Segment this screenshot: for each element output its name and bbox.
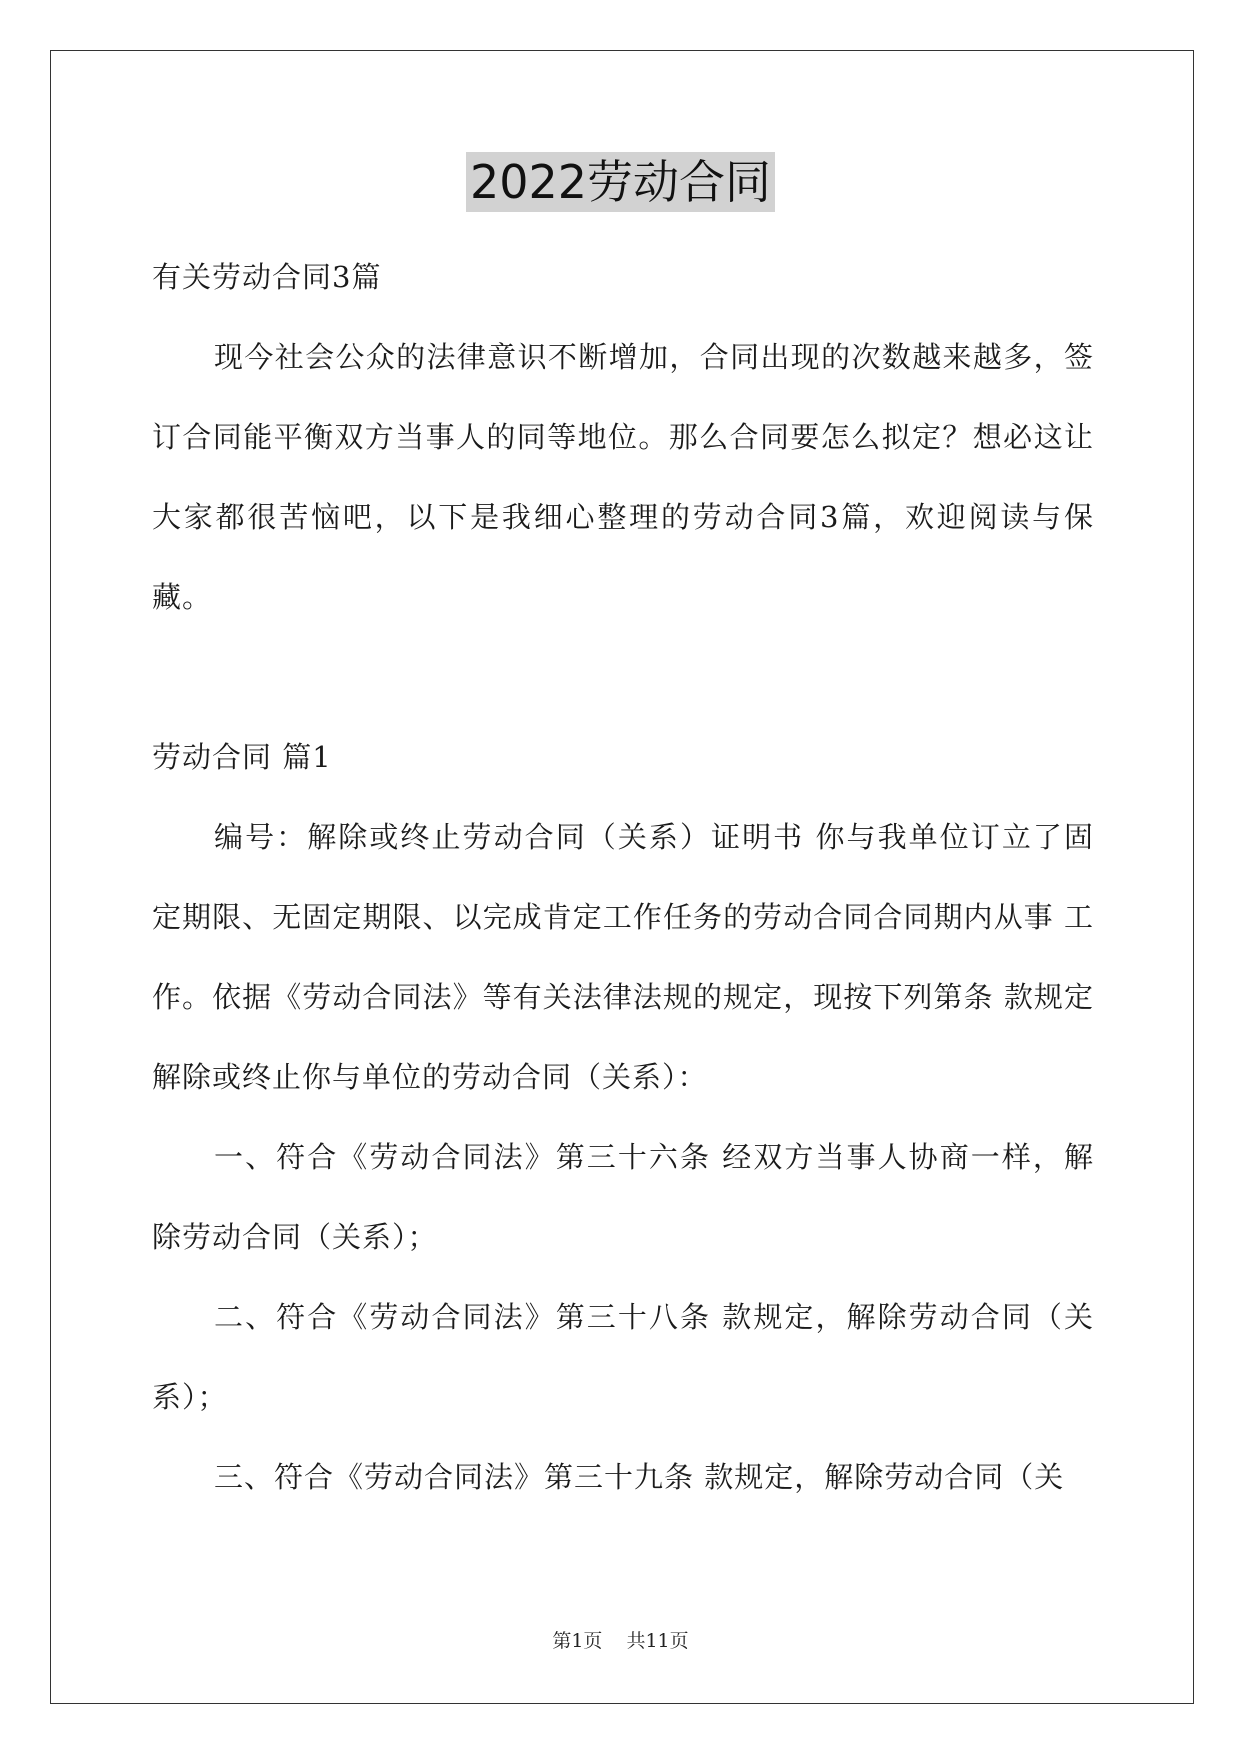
page-footer [0, 1626, 1241, 1653]
document-title: 2022劳动合同 [466, 152, 775, 212]
page-total: 共11页 [626, 1630, 689, 1652]
body-paragraph: 三、符合《劳动合同法》第三十九条 款规定，解除劳动合同（关 [214, 1460, 1065, 1494]
title-area [0, 152, 1241, 212]
body-paragraph: 编号：解除或终止劳动合同（关系）证明书 你与我单位订立了固定期限、无固定期限、以完成肯定工作任务的劳动合同合同期内从事 工作。依据《劳动合同法》等有关法律法规的规定，现按下列第条 款规定解除或终止你与单位的劳动合同（关系）： [152, 820, 1094, 1094]
document-body [152, 237, 1094, 1517]
section-spacer [152, 637, 1094, 717]
body-paragraph: 一、符合《劳动合同法》第三十六条 经双方当事人协商一样，解除劳动合同（关系）； [152, 1140, 1094, 1254]
page-number: 第1页 [552, 1630, 603, 1652]
section-heading: 劳动合同 篇1 [152, 740, 332, 774]
document-subtitle: 有关劳动合同3篇 [152, 260, 382, 294]
body-paragraph: 二、符合《劳动合同法》第三十八条 款规定，解除劳动合同（关系）； [152, 1300, 1094, 1414]
intro-paragraph: 现今社会公众的法律意识不断增加，合同出现的次数越来越多，签订合同能平衡双方当事人的同等地位。那么合同要怎么拟定？想必这让大家都很苦恼吧，以下是我细心整理的劳动合同3篇，欢迎阅读与保藏。 [152, 340, 1094, 614]
